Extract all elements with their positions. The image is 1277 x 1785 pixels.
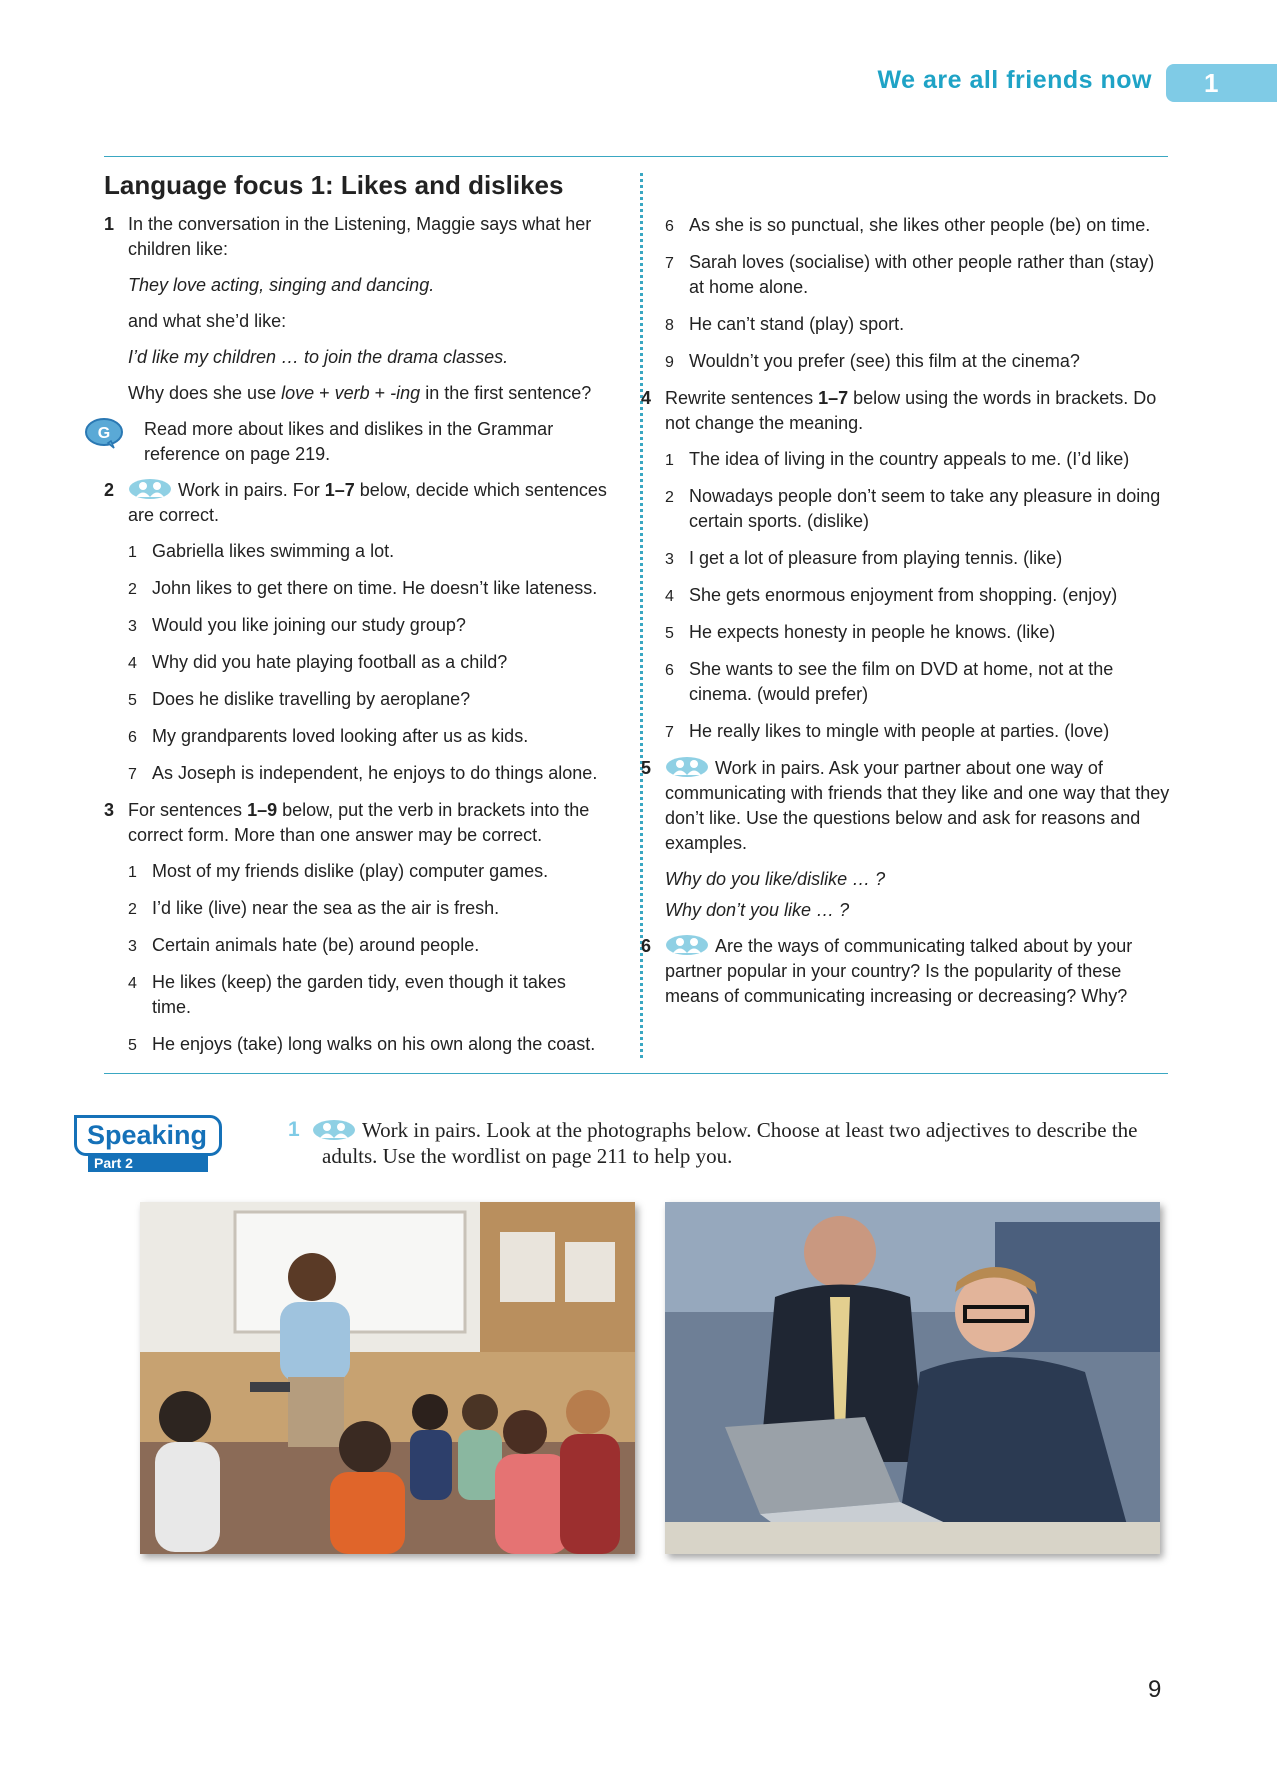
- grammar-reference-note: [97, 417, 609, 467]
- right-column: [641, 213, 1170, 1020]
- speaking-instructions: [288, 1117, 1148, 1169]
- exercise-4-items: [665, 447, 1170, 744]
- list-item: 5 He expects honesty in people he knows. (like): [665, 622, 1056, 642]
- exercise-1-mid: and what she’d like:: [128, 311, 287, 331]
- unit-title: We are all friends now: [877, 66, 1152, 94]
- exercise-1: [104, 212, 609, 406]
- exercise-6-instructions: [665, 934, 1170, 1009]
- left-column: [97, 170, 609, 1069]
- exercise-1-example-2: I’d like my children … to join the drama classes.: [128, 347, 509, 367]
- list-item: 2 I’d like (live) near the sea as the air is fresh.: [128, 898, 500, 918]
- pair-work-icon: [312, 1119, 356, 1141]
- unit-number: 1: [1204, 67, 1219, 98]
- q-post: in the first sentence?: [420, 383, 592, 403]
- grammar-note-text: Read more about likes and dislikes in the Grammar reference on page 219.: [144, 419, 554, 464]
- list-item: 4 Why did you hate playing football as a child?: [128, 652, 508, 672]
- pair-work-icon: [665, 934, 709, 956]
- list-item: 1 Gabriella likes swimming a lot.: [128, 541, 395, 561]
- ex3-pre: For sentences: [128, 800, 248, 820]
- speaking-text: Work in pairs. Look at the photographs below. Choose at least two adjectives to describe the adults. Use the wordlist on page 211 to help you.: [322, 1118, 1138, 1168]
- list-item: 6 My grandparents loved looking after us as kids.: [128, 726, 529, 746]
- exercise-number: 1: [104, 214, 115, 234]
- exercise-5-question-2: Why don’t you like … ?: [665, 900, 850, 920]
- list-item: 3 Certain animals hate (be) around people.: [128, 935, 480, 955]
- speaking-exercise-1: [288, 1117, 1148, 1169]
- exercise-number: 6: [641, 936, 652, 956]
- q-love: love: [281, 383, 315, 403]
- list-item: 1 Most of my friends dislike (play) computer games.: [128, 861, 549, 881]
- exercise-2-items: [128, 539, 609, 786]
- exercise-number: 4: [641, 388, 652, 408]
- ex4-range: 1–7: [818, 388, 849, 408]
- photo-classroom: [140, 1202, 635, 1554]
- pair-work-icon: [128, 478, 172, 500]
- q-ing: -ing: [390, 383, 421, 403]
- exercise-5-question-1: Why do you like/dislike … ?: [665, 869, 886, 889]
- exercise-4: [641, 386, 1170, 744]
- ex2-post: below, decide which sentences are correct.: [128, 480, 607, 525]
- ex4-pre: Rewrite sentences: [665, 388, 819, 408]
- ex2-range: 1–7: [324, 480, 355, 500]
- svg-text:G: G: [97, 425, 111, 442]
- exercise-3-instructions: [128, 798, 609, 848]
- list-item: 2 John likes to get there on time. He doesn’t like lateness.: [128, 578, 598, 598]
- unit-number-tab: [1166, 64, 1277, 102]
- q-plus-1: +: [314, 383, 335, 403]
- classroom-photo-illustration: [140, 1202, 635, 1554]
- speaking-badge: [74, 1115, 222, 1172]
- speaking-part-label: Part 2: [88, 1154, 208, 1172]
- speaking-label: Speaking: [74, 1115, 222, 1156]
- exercise-1-question: [128, 381, 609, 406]
- exercise-number: 2: [104, 480, 115, 500]
- list-item: 1 The idea of living in the country appeals to me. (I’d like): [665, 449, 1130, 469]
- top-rule: [104, 156, 1168, 157]
- laptop-photo-illustration: [665, 1202, 1160, 1554]
- page-number: 9: [1148, 1676, 1162, 1703]
- exercise-3-items-part2: [665, 213, 1170, 374]
- exercise-number: 3: [104, 800, 115, 820]
- list-item: 9 Wouldn’t you prefer (see) this film at the cinema?: [665, 351, 1080, 371]
- exercise-6: [641, 934, 1170, 1009]
- exercise-2: [104, 478, 609, 786]
- ex2-pre: Work in pairs. For: [178, 480, 325, 500]
- list-item: 7 He really likes to mingle with people at parties. (love): [665, 721, 1110, 741]
- exercise-5-instructions: [665, 756, 1170, 856]
- list-item: 5 He enjoys (take) long walks on his own along the coast.: [128, 1034, 596, 1054]
- ex5-text: Work in pairs. Ask your partner about one way of communicating with friends that they like and one way that they don’t like. Use the questions below and ask for reasons and examples.: [665, 758, 1170, 853]
- list-item: 2 Nowadays people don’t seem to take any pleasure in doing certain sports. (dislike): [665, 486, 1161, 531]
- exercise-1-intro: In the conversation in the Listening, Maggie says what her children like:: [128, 214, 592, 259]
- exercise-number: 1: [288, 1118, 300, 1141]
- list-item: 3 I get a lot of pleasure from playing tennis. (like): [665, 548, 1063, 568]
- list-item: 6 As she is so punctual, she likes other people (be) on time.: [665, 215, 1151, 235]
- q-plus-2: +: [369, 383, 391, 403]
- list-item: 8 He can’t stand (play) sport.: [665, 314, 905, 334]
- list-item: 4 She gets enormous enjoyment from shopping. (enjoy): [665, 585, 1118, 605]
- exercise-3: [104, 798, 609, 1057]
- exercise-3-items-part1: [128, 859, 609, 1057]
- ex6-text: Are the ways of communicating talked about by your partner popular in your country? Is the popularity of these means of communicating increasing or decreasing? Why?: [665, 936, 1133, 1006]
- list-item: 7 Sarah loves (socialise) with other people rather than (stay) at home alone.: [665, 252, 1155, 297]
- list-item: 6 She wants to see the film on DVD at home, not at the cinema. (would prefer): [665, 659, 1114, 704]
- q-verb: verb: [334, 383, 370, 403]
- exercise-number: 5: [641, 758, 652, 778]
- bottom-rule: [104, 1073, 1168, 1074]
- ex4-post: below using the words in brackets. Do not change the meaning.: [665, 388, 1157, 433]
- q-pre: Why does she use: [128, 383, 282, 403]
- exercise-4-instructions: [665, 386, 1170, 436]
- list-item: 3 Would you like joining our study group?: [128, 615, 466, 635]
- ex3-post: below, put the verb in brackets into the correct form. More than one answer may be correct.: [128, 800, 590, 845]
- section-title: Language focus 1: Likes and dislikes: [104, 170, 564, 200]
- list-item: 4 He likes (keep) the garden tidy, even though it takes time.: [128, 972, 566, 1017]
- grammar-g-icon: [84, 417, 124, 449]
- list-item: 5 Does he dislike travelling by aeroplane?: [128, 689, 471, 709]
- exercise-5: [641, 756, 1170, 923]
- exercise-1-example-1: They love acting, singing and dancing.: [128, 275, 435, 295]
- ex3-range: 1–9: [247, 800, 278, 820]
- pair-work-icon: [665, 756, 709, 778]
- photo-laptop: [665, 1202, 1160, 1554]
- list-item: 7 As Joseph is independent, he enjoys to do things alone.: [128, 763, 598, 783]
- exercise-2-instructions: [128, 478, 609, 528]
